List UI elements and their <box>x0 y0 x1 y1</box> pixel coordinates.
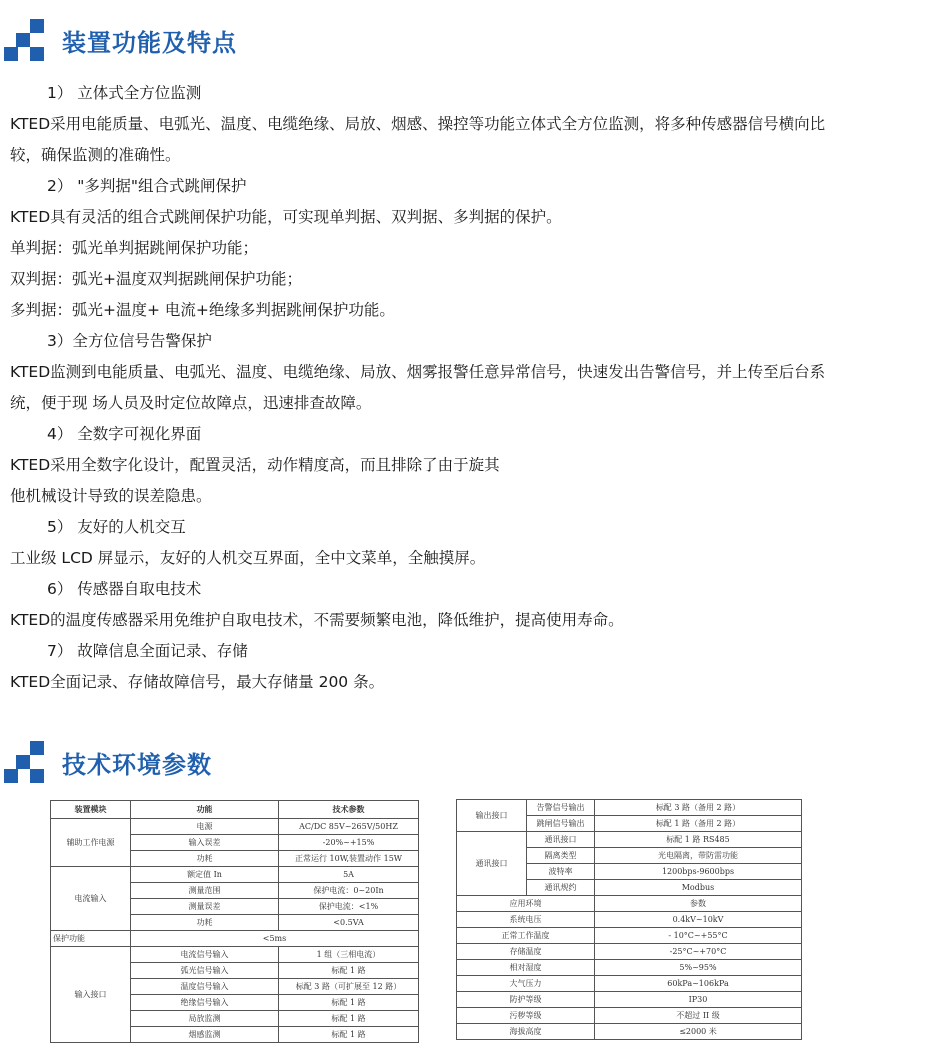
function-cell: 电流信号输入 <box>131 947 279 963</box>
table-header-cell: 功能 <box>131 801 279 819</box>
function-cell: 波特率 <box>527 864 595 880</box>
function-cell: 系统电压 <box>457 912 595 928</box>
section-heading-features <box>4 16 237 64</box>
function-cell: 通讯接口 <box>527 832 595 848</box>
table-row <box>51 867 419 883</box>
value-cell: <0.5VA <box>279 915 419 931</box>
feature-text: KTED采用全数字化设计，配置灵活，动作精度高，而且排除了由于旋其 <box>10 456 500 474</box>
section-heading-specs <box>4 738 212 786</box>
table-header-cell: 装置模块 <box>51 801 131 819</box>
function-cell: 污秽等级 <box>457 1008 595 1024</box>
spec-table-device <box>50 800 419 1043</box>
value-cell: ≤2000 米 <box>595 1024 802 1040</box>
function-cell: 跳闸信号输出 <box>527 816 595 832</box>
blocks-logo-icon <box>4 19 52 61</box>
value-cell: 5%~95% <box>595 960 802 976</box>
value-cell: 标配 1 路 <box>279 1011 419 1027</box>
feature-heading: 2） "多判据"组合式跳闸保护 <box>47 177 247 195</box>
function-cell: 隔离类型 <box>527 848 595 864</box>
function-cell: 温度信号输入 <box>131 979 279 995</box>
function-cell: 烟感监测 <box>131 1027 279 1043</box>
spec-table-environment <box>456 799 802 1040</box>
feature-heading: 3）全方位信号告警保护 <box>47 332 212 350</box>
value-cell: 1 组（三相电流） <box>279 947 419 963</box>
value-cell: 不超过 II 级 <box>595 1008 802 1024</box>
value-cell: <5ms <box>131 931 419 947</box>
table-row <box>457 944 802 960</box>
function-cell: 功耗 <box>131 915 279 931</box>
feature-text: 统，便于现 场人员及时定位故障点，迅速排查故障。 <box>10 394 372 412</box>
value-cell: 60kPa~106kPa <box>595 976 802 992</box>
value-cell: 5A <box>279 867 419 883</box>
feature-text: 较，确保监测的准确性。 <box>10 146 181 164</box>
value-cell: 光电隔离，带防雷功能 <box>595 848 802 864</box>
table-header-cell: 技术参数 <box>279 801 419 819</box>
function-cell: 输入误差 <box>131 835 279 851</box>
function-cell: 测量范围 <box>131 883 279 899</box>
module-cell: 电流输入 <box>51 867 131 931</box>
value-cell: 标配 1 路 <box>279 963 419 979</box>
function-cell: 相对湿度 <box>457 960 595 976</box>
module-cell: 输出接口 <box>457 800 527 832</box>
feature-text: KTED监测到电能质量、电弧光、温度、电缆绝缘、局放、烟雾报警任意异常信号，快速发出告警信号，并上传至后台系 <box>10 363 826 381</box>
table-row <box>51 947 419 963</box>
section-title: 技术环境参数 <box>62 750 212 779</box>
function-cell: 弧光信号输入 <box>131 963 279 979</box>
feature-text: KTED全面记录、存储故障信号，最大存储量 200 条。 <box>10 673 385 691</box>
value-cell: 标配 1 路 RS485 <box>595 832 802 848</box>
value-cell: - 10°C~+55°C <box>595 928 802 944</box>
feature-heading: 6） 传感器自取电技术 <box>47 580 202 598</box>
function-cell: 局放监测 <box>131 1011 279 1027</box>
value-cell: -25°C~+70°C <box>595 944 802 960</box>
function-cell: 存储温度 <box>457 944 595 960</box>
feature-heading: 5） 友好的人机交互 <box>47 518 186 536</box>
table-header-row <box>457 896 802 912</box>
feature-heading: 7） 故障信息全面记录、存储 <box>47 642 248 660</box>
module-cell: 辅助工作电源 <box>51 819 131 867</box>
feature-heading: 1） 立体式全方位监测 <box>47 84 202 102</box>
feature-text: 单判据：弧光单判据跳闸保护功能； <box>10 239 259 257</box>
module-cell: 通讯接口 <box>457 832 527 896</box>
table-row <box>457 800 802 816</box>
section-title: 装置功能及特点 <box>62 28 237 57</box>
value-cell: -20%~+15% <box>279 835 419 851</box>
table-row <box>457 960 802 976</box>
function-cell: 额定值 In <box>131 867 279 883</box>
feature-text: KTED具有灵活的组合式跳闸保护功能，可实现单判据、双判据、多判据的保护。 <box>10 208 562 226</box>
table-row <box>457 928 802 944</box>
value-cell: Modbus <box>595 880 802 896</box>
table-row <box>51 819 419 835</box>
value-cell: 0.4kV~10kV <box>595 912 802 928</box>
value-cell: 保护电流：<1% <box>279 899 419 915</box>
function-cell: 测量误差 <box>131 899 279 915</box>
value-cell: 标配 3 路（备用 2 路） <box>595 800 802 816</box>
feature-text: 双判据：弧光+温度双判据跳闸保护功能； <box>10 270 302 288</box>
function-cell: 防护等级 <box>457 992 595 1008</box>
table-row <box>457 832 802 848</box>
feature-text: KTED的温度传感器采用免维护自取电技术，不需要频繁电池，降低维护，提高使用寿命。 <box>10 611 624 629</box>
function-cell: 正常工作温度 <box>457 928 595 944</box>
function-cell: 大气压力 <box>457 976 595 992</box>
module-cell: 保护功能 <box>51 931 131 947</box>
table-header-cell: 参数 <box>595 896 802 912</box>
value-cell: IP30 <box>595 992 802 1008</box>
value-cell: 标配 1 路 <box>279 995 419 1011</box>
feature-text: 工业级 LCD 屏显示，友好的人机交互界面，全中文菜单，全触摸屏。 <box>10 549 486 567</box>
feature-text: 多判据：弧光+温度+ 电流+绝缘多判据跳闸保护功能。 <box>10 301 395 319</box>
table-row <box>457 1008 802 1024</box>
value-cell: 标配 3 路（可扩展至 12 路） <box>279 979 419 995</box>
table-row <box>457 976 802 992</box>
feature-heading: 4） 全数字可视化界面 <box>47 425 202 443</box>
function-cell: 电源 <box>131 819 279 835</box>
function-cell: 通讯规约 <box>527 880 595 896</box>
value-cell: 标配 1 路 <box>279 1027 419 1043</box>
module-cell: 输入接口 <box>51 947 131 1043</box>
table-row <box>457 1024 802 1040</box>
table-header-row <box>51 801 419 819</box>
value-cell: 1200bps-9600bps <box>595 864 802 880</box>
feature-text: KTED采用电能质量、电弧光、温度、电缆绝缘、局放、烟感、操控等功能立体式全方位监测，将多种传感器信号横向比 <box>10 115 826 133</box>
table-row <box>457 912 802 928</box>
value-cell: 保护电流：0~20In <box>279 883 419 899</box>
blocks-logo-icon <box>4 741 52 783</box>
table-header-cell: 应用环境 <box>457 896 595 912</box>
value-cell: 正常运行 10W,装置动作 15W <box>279 851 419 867</box>
feature-text: 他机械设计导致的误差隐患。 <box>10 487 212 505</box>
feature-list <box>10 78 925 698</box>
value-cell: 标配 1 路（备用 2 路） <box>595 816 802 832</box>
function-cell: 绝缘信号输入 <box>131 995 279 1011</box>
value-cell: AC/DC 85V~265V/50HZ <box>279 819 419 835</box>
function-cell: 功耗 <box>131 851 279 867</box>
table-row <box>457 992 802 1008</box>
table-row <box>51 931 419 947</box>
function-cell: 海拔高度 <box>457 1024 595 1040</box>
function-cell: 告警信号输出 <box>527 800 595 816</box>
